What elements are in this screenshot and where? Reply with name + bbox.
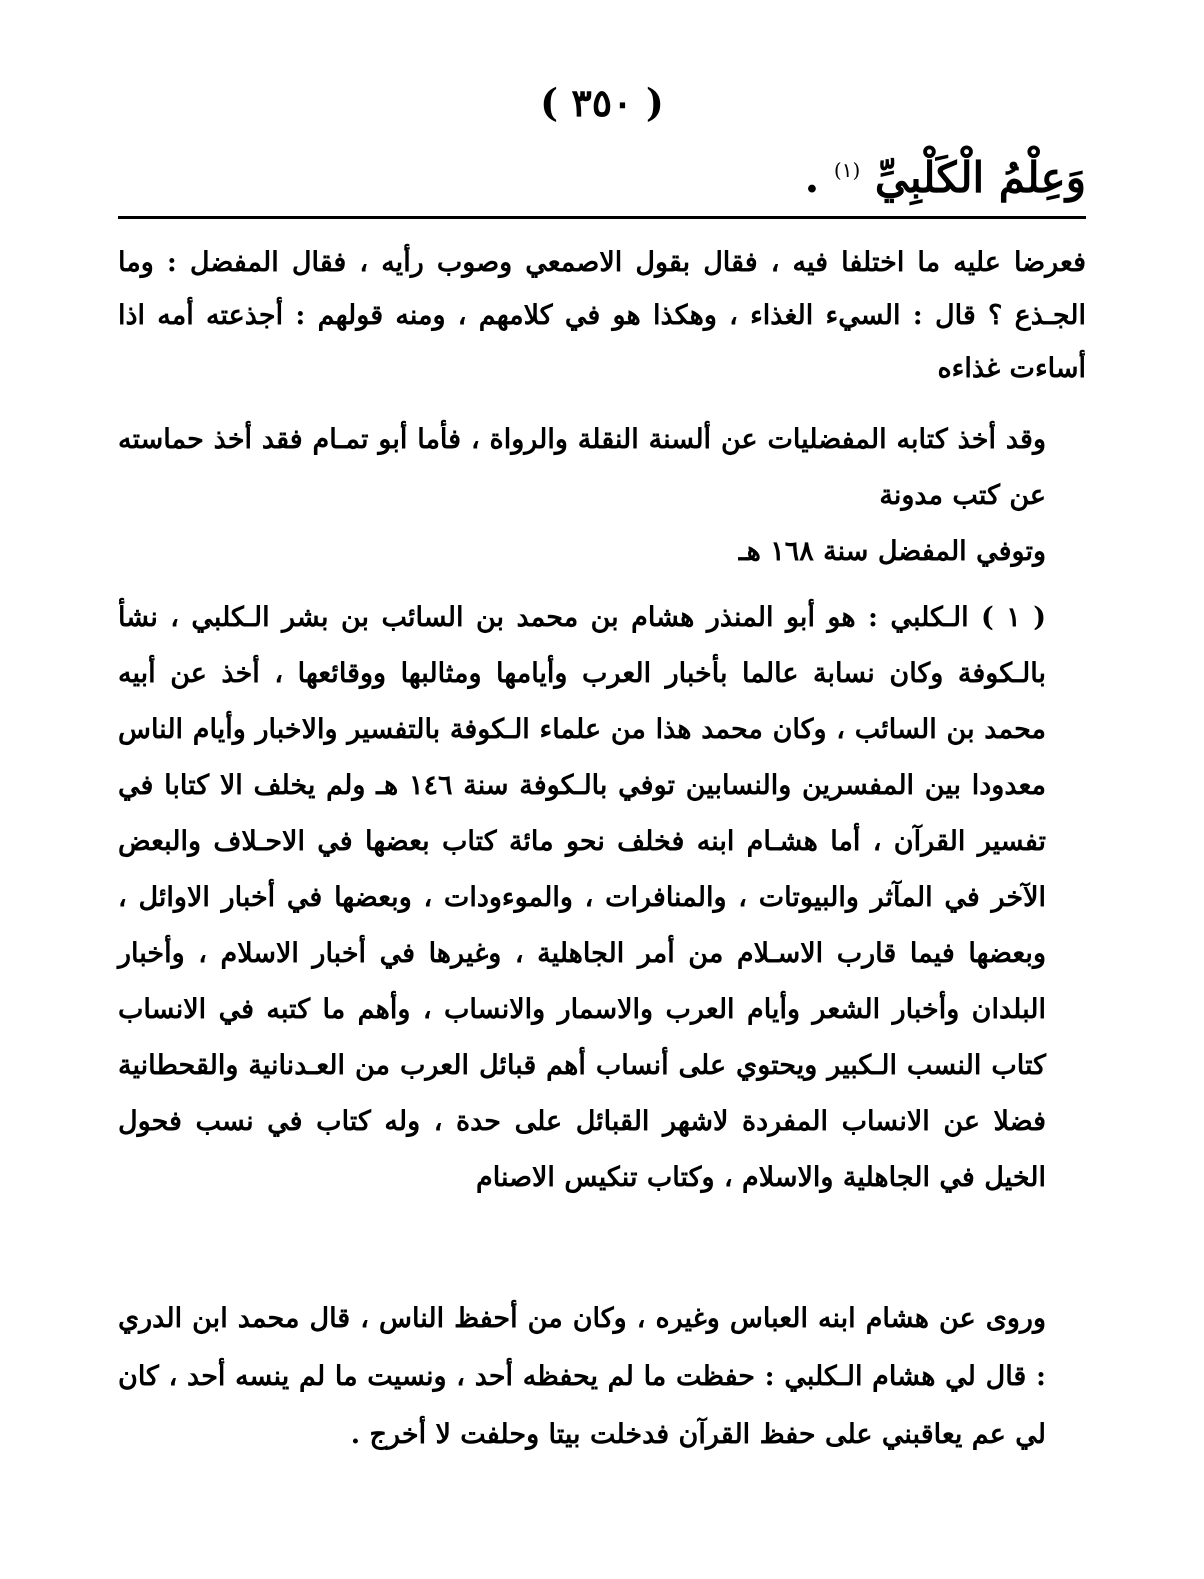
page-number: ( ٣٥٠ ) [540,80,664,125]
heading-end: . [804,153,820,202]
footnote-1 [118,590,1086,1206]
heading-line [386,140,1086,208]
paragraph-text: وقد أخذ كتابه المفضليات عن ألسنة النقلة والرواة ، فأما أبو تمـام فقد أخذ حماسته عن كتب مدونة [118,424,1046,511]
footnote-mark: (١) [833,158,861,182]
paragraph-2 [118,412,1086,580]
footnote-text: ( ١ ) الـكلبي : هو أبو المنذر هشام بن محمد بن السائب بن بشر الـكلبي ، نشأ بالـكوفة وكان نسابة عالما بأخبار العرب وأيامها ومثالبها ووقائعها ، أخذ عن أبيه محمد بن السائب ، وكان محمد هذا من علماء الـكوفة بالتفسير والاخبار وأيام الناس معدودا بين المفسرين والنسابين توفي بالـكوفة سنة ١٤٦ هـ ولم يخلف الا كتابا في تفسير القرآن ، أما هشـام ابنه فخلف نحو مائة كتاب بعضها في الاحـلاف والبعض الآخر في المآثر والبيوتات ، والمنافرات ، والموءودات ، وبعضها في أخبار الاوائل ، وبعضها فيما قارب الاسـلام من أمر الجاهلية ، وغيرها في أخبار الاسلام ، وأخبار البلدان وأخبار الشعر وأيام العرب والاسمار والانساب ، وأهم ما كتبه في الانساب كتاب النسب الـكبير ويحتوي على أنساب أهم قبائل العرب من العـدنانية والقحطانية فضلا عن الانساب المفردة لاشهر القبائل على حدة ، وله كتاب في نسب فحول الخيل في الجاهلية والاسلام ، وكتاب تنكيس الاصنام [118,602,1046,1193]
heading-text: وَعِلْمُ الْكَلْبِيِّ [874,153,1086,202]
footnote-divider [118,216,1086,219]
paragraph-text: وتوفي المفضل سنة ١٦٨ هـ [738,536,1046,567]
paragraph-text: وروى عن هشام ابنه العباس وغيره ، وكان من أحفظ الناس ، قال محمد ابن الدري : قال لي هشام الـكلبي : حفظت ما لم يحفظه أحد ، ونسيت ما لم ينسه أحد ، كان لي عم يعاقبني على حفظ القرآن فدخلت بيتا وحلفت لا أخرج . [118,1303,1046,1450]
paragraph-text: فعرضا عليه ما اختلفا فيه ، فقال بقول الاصمعي وصوب رأيه ، فقال المفضل : وما الجـذع ؟ قال : السيء الغذاء ، وهكذا هو في كلامهم ، ومنه قولهم : أجذعته أمه اذا أساءت غذاءه [118,247,1086,384]
paragraph-3 [118,1290,1086,1464]
paragraph-1 [118,236,1086,395]
